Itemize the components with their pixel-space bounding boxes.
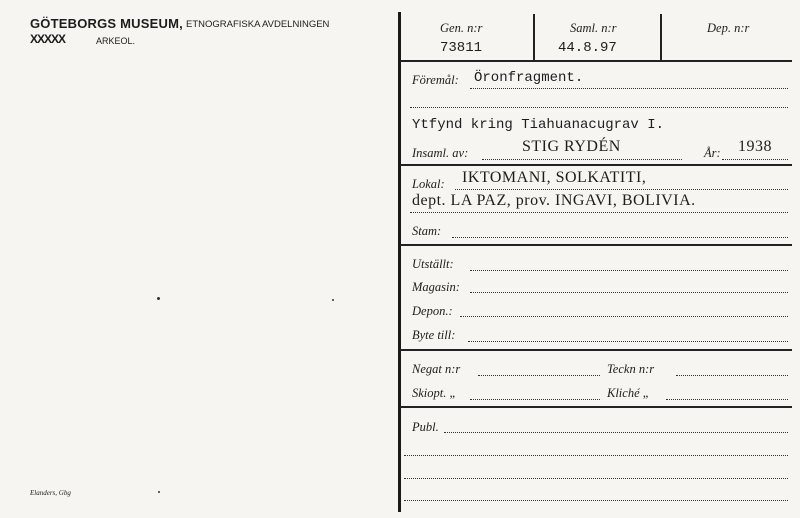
negat-dotted-line (478, 375, 600, 376)
section-rule (400, 349, 792, 351)
insaml-label: Insaml. av: (412, 146, 469, 160)
typed-description: Ytfynd kring Tiahuanacugrav I. (412, 117, 665, 133)
department-name: ETNOGRAFISKA AVDELNINGEN (186, 19, 330, 30)
lokal-label: Lokal: (412, 177, 445, 191)
blank-dotted-line (410, 212, 788, 213)
kliche-dotted-line (666, 399, 788, 400)
magasin-dotted-line (470, 292, 788, 293)
blank-dotted-line (404, 478, 788, 479)
byte-label: Byte till: (412, 328, 456, 342)
gen-nr-label: Gen. n:r (440, 21, 483, 35)
box-separator (533, 14, 535, 60)
lokal-dotted-line (455, 189, 788, 190)
ar-dotted-line (722, 159, 788, 160)
strike-marks: XXXXX (30, 32, 66, 46)
skiopt-dotted-line (470, 399, 600, 400)
negat-label: Negat n:r (412, 362, 461, 376)
publ-dotted-line (444, 432, 788, 433)
insaml-value: STIG RYDÉN (522, 138, 621, 155)
magasin-label: Magasin: (412, 280, 460, 294)
printer-imprint: Elanders, Gbg (30, 489, 71, 497)
paper-speck (157, 297, 160, 300)
stam-label: Stam: (412, 224, 442, 238)
ar-value: 1938 (738, 138, 772, 155)
byte-dotted-line (468, 341, 788, 342)
section-rule (400, 164, 792, 166)
saml-nr-value: 44.8.97 (558, 40, 617, 56)
section-rule (400, 406, 792, 408)
kliche-label: Kliché „ (607, 386, 650, 400)
skiopt-label: Skiopt. „ (412, 386, 457, 400)
foremal-value: Öronfragment. (474, 70, 584, 86)
publ-label: Publ. (412, 420, 439, 434)
insaml-dotted-line (482, 159, 682, 160)
blank-dotted-line (410, 107, 788, 108)
paper-speck (332, 299, 334, 301)
utstallt-dotted-line (470, 270, 788, 271)
dep-nr-label: Dep. n:r (707, 21, 750, 35)
gen-nr-value: 73811 (440, 40, 483, 56)
box-separator (660, 14, 662, 60)
ar-label: År: (704, 146, 721, 160)
depon-label: Depon.: (412, 304, 453, 318)
foremal-dotted-line (470, 88, 788, 89)
paper-speck (158, 491, 160, 493)
lokal-line-2: dept. LA PAZ, prov. INGAVI, BOLIVIA. (412, 192, 696, 209)
lokal-line-1: IKTOMANI, SOLKATITI, (462, 169, 647, 186)
saml-nr-label: Saml. n:r (570, 21, 617, 35)
stam-dotted-line (452, 237, 788, 238)
teckn-dotted-line (676, 375, 788, 376)
depon-dotted-line (460, 316, 788, 317)
teckn-label: Teckn n:r (607, 362, 655, 376)
blank-dotted-line (404, 455, 788, 456)
utstallt-label: Utställt: (412, 257, 454, 271)
section-name: ARKEOL. (96, 36, 136, 46)
section-rule (400, 244, 792, 246)
header-rule (400, 60, 792, 62)
museum-name: GÖTEBORGS MUSEUM, (30, 16, 183, 31)
foremal-label: Föremål: (412, 73, 459, 87)
card-left-border (398, 12, 401, 512)
blank-dotted-line (404, 500, 788, 501)
